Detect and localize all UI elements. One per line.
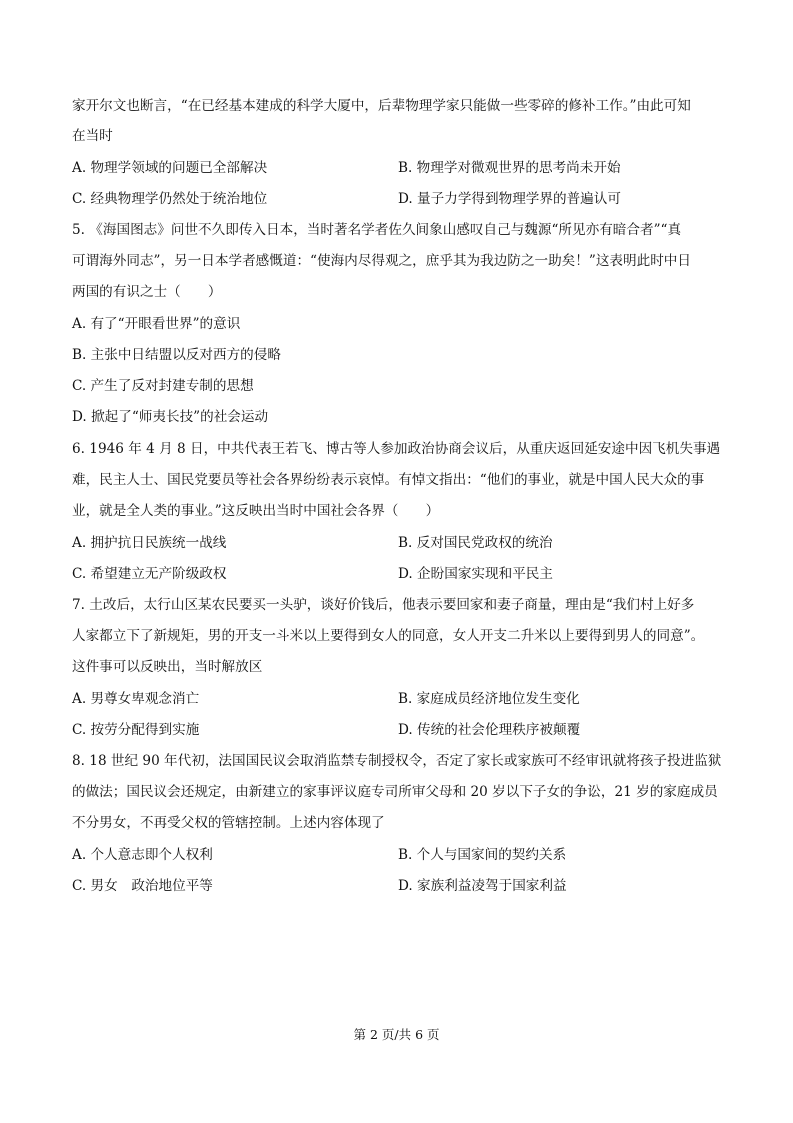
- q6-stem-line-2: 难，民主人士、国民党要员等社会各界纷纷表示哀悼。有悼文指出：“他们的事业，就是中国人民大众的事: [72, 472, 705, 488]
- page-number-footer: 第 2 页/共 6 页: [353, 1027, 440, 1042]
- q8-stem-line-2: 的做法；国民议会还规定，由新建立的家事评议庭专司所审父母和 20 岁以下子女的争讼，21 岁的家庭成员: [72, 784, 718, 800]
- q6-option-b: B. 反对国民党政权的统治: [398, 535, 553, 551]
- q7-option-d: D. 传统的社会伦理秩序被颠覆: [398, 722, 581, 738]
- q5-option-d: D. 掀起了“师夷长技”的社会运动: [72, 409, 269, 425]
- q5-stem-line-1: 5. 《海国图志》问世不久即传入日本，当时著名学者佐久间象山感叹自己与魏源“所见亦有暗合者”“真: [72, 222, 682, 238]
- q8-option-c: C. 男女 政治地位平等: [72, 878, 213, 894]
- q4-option-d: D. 量子力学得到物理学界的普遍认可: [398, 191, 621, 207]
- q7-option-c: C. 按劳分配得到实施: [72, 722, 200, 738]
- q5-option-b: B. 主张中日结盟以反对西方的侵略: [72, 347, 281, 363]
- q8-option-a: A. 个人意志即个人权利: [72, 847, 213, 863]
- q5-option-c: C. 产生了反对封建专制的思想: [72, 378, 254, 394]
- q8-stem-line-3: 不分男女，不再受父权的管辖控制。上述内容体现了: [72, 815, 385, 831]
- q5-option-a: A. 有了“开眼看世界”的意识: [72, 316, 241, 332]
- q8-option-d: D. 家族利益凌驾于国家利益: [398, 878, 567, 894]
- q6-option-c: C. 希望建立无产阶级政权: [72, 566, 227, 582]
- q7-stem-line-2: 人家都立下了新规矩，男的开支一斗米以上要得到女人的同意，女人开支二升米以上要得到男人的同意”。: [72, 628, 705, 644]
- q7-option-b: B. 家庭成员经济地位发生变化: [398, 691, 580, 707]
- q5-stem-line-2: 可谓海外同志”，另一日本学者感慨道：“使海内尽得观之，庶乎其为我边防之一助矣！”这表明此时中日: [72, 253, 691, 269]
- q6-option-a: A. 拥护抗日民族统一战线: [72, 535, 227, 551]
- q8-option-b: B. 个人与国家间的契约关系: [398, 847, 567, 863]
- q6-stem-line-1: 6. 1946 年 4 月 8 日，中共代表王若飞、博古等人参加政治协商会议后，从重庆返回延安途中因飞机失事遇: [72, 441, 721, 457]
- q4-option-b: B. 物理学对微观世界的思考尚未开始: [398, 160, 621, 176]
- q6-option-d: D. 企盼国家实现和平民主: [398, 566, 553, 582]
- q7-stem-line-3: 这件事可以反映出，当时解放区: [72, 659, 263, 675]
- q7-stem-line-1: 7. 土改后，太行山区某农民要买一头驴，谈好价钱后，他表示要回家和妻子商量，理由是“我们村上好多: [72, 597, 695, 613]
- q4-stem-line-1: 家开尔文也断言，“在已经基本建成的科学大厦中，后辈物理学家只能做一些零碎的修补工作。”由此可知: [72, 98, 691, 114]
- q7-option-a: A. 男尊女卑观念消亡: [72, 691, 200, 707]
- q8-stem-line-1: 8. 18 世纪 90 年代初，法国国民议会取消监禁专制授权令，否定了家长或家族可不经审讯就将孩子投进监狱: [72, 753, 722, 769]
- q6-stem-line-3: 业，就是全人类的事业。”这反映出当时中国社会各界（ ）: [72, 503, 440, 519]
- q4-option-c: C. 经典物理学仍然处于统治地位: [72, 191, 268, 207]
- q4-stem-line-2: 在当时: [72, 128, 113, 144]
- q5-stem-line-3: 两国的有识之士（ ）: [72, 284, 222, 300]
- q4-option-a: A. 物理学领域的问题已全部解决: [72, 160, 268, 176]
